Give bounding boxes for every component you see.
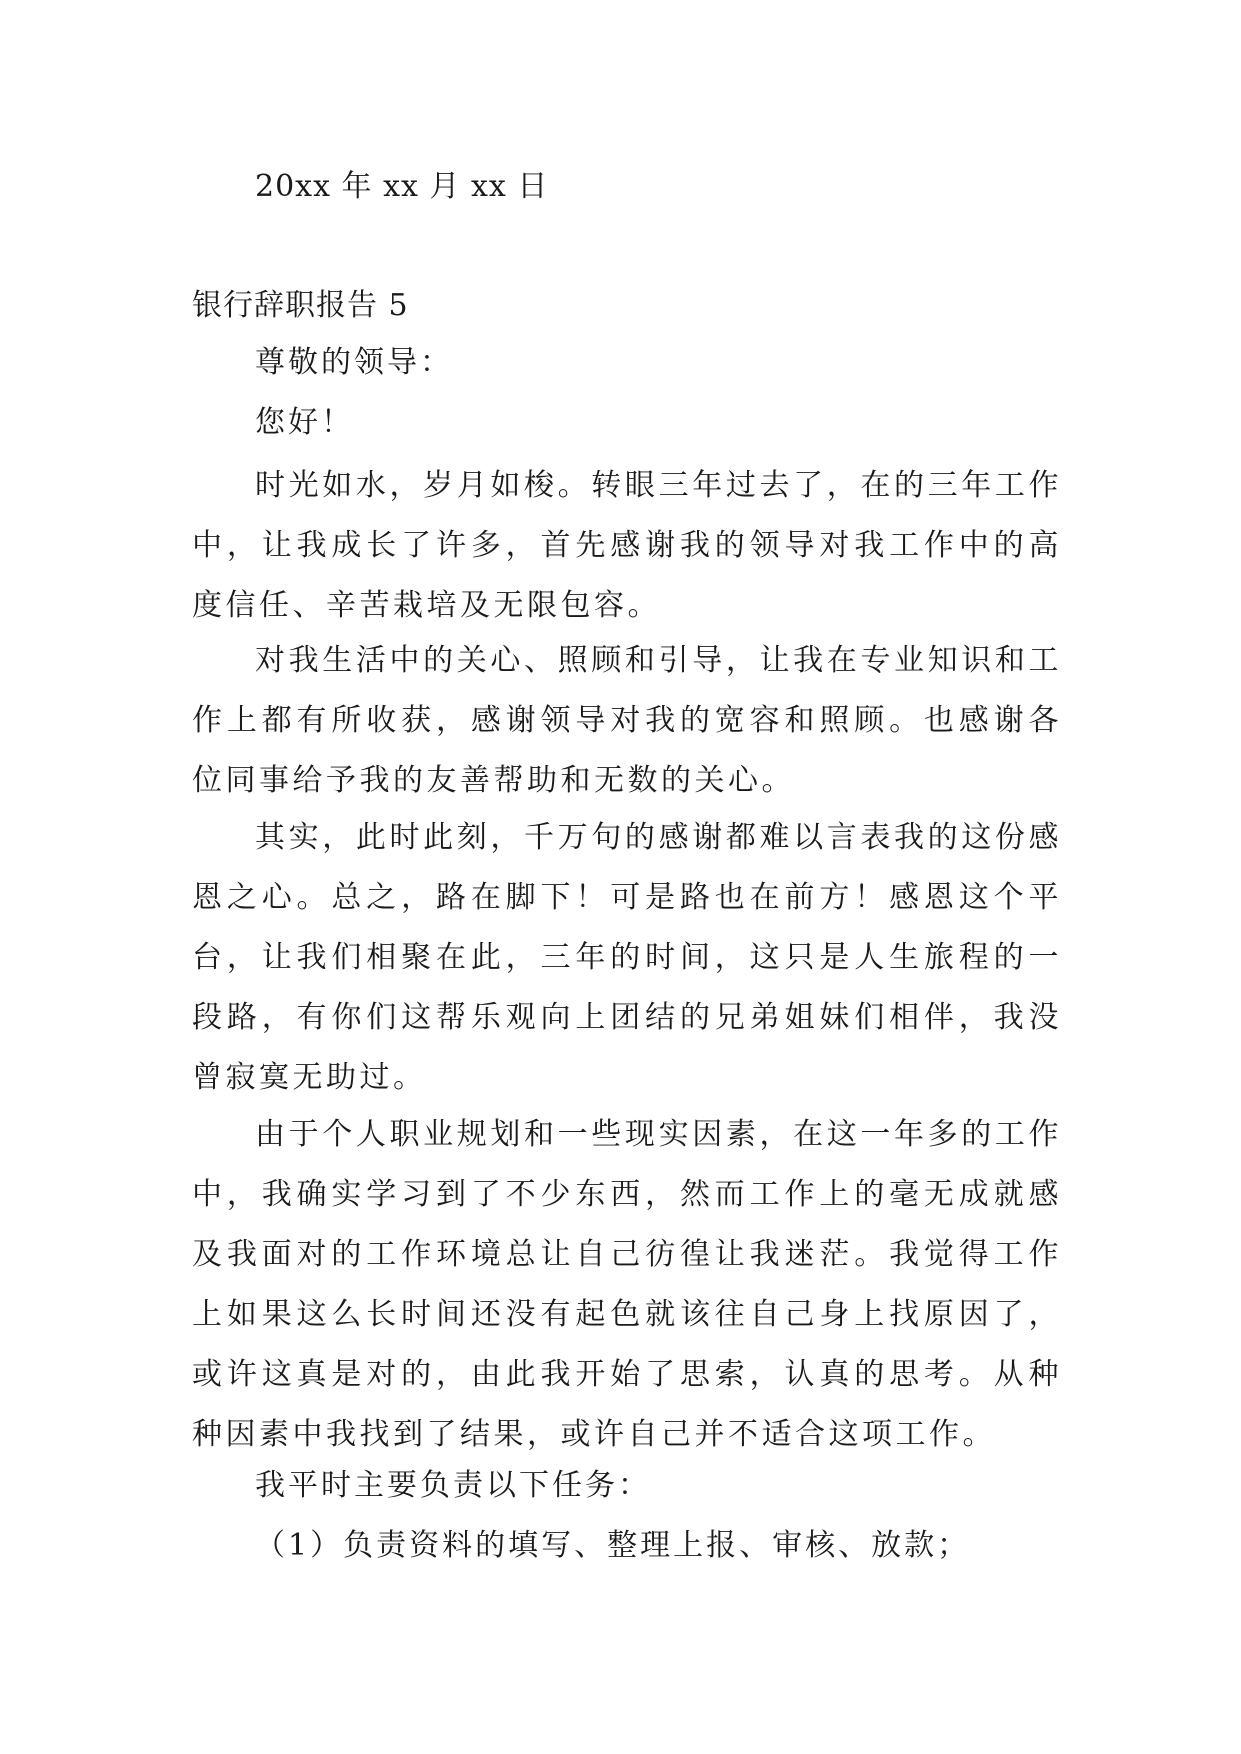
tasks-intro: 我平时主要负责以下任务： [255,1468,651,1503]
salutation: 尊敬的领导： [255,345,453,380]
document-date: 20xx 年 xx 月 xx 日 [255,169,549,204]
paragraph: 时光如水，岁月如梭。转眼三年过去了，在的三年工作中，让我成长了许多，首先感谢我的领导对我工作中的高度信任、辛苦栽培及无限包容。 [192,468,1062,623]
document-title: 银行辞职报告 5 [192,288,409,323]
paragraph: 对我生活中的关心、照顾和引导，让我在专业知识和工作上都有所收获，感谢领导对我的宽容和照顾。也感谢各位同事给予我的友善帮助和无数的关心。 [192,643,1062,798]
paragraph: 由于个人职业规划和一些现实因素，在这一年多的工作中，我确实学习到了不少东西，然而工作上的毫无成就感及我面对的工作环境总让自己彷徨让我迷茫。我觉得工作上如果这么长时间还没有起色就该往自己身上找原因了，或许这真是对的，由此我开始了思索，认真的思考。从种种因素中我找到了结果，或许自己并不适合这项工作。 [192,1117,1062,1452]
task-item: （1）负责资料的填写、整理上报、审核、放款； [255,1528,971,1563]
paragraph: 其实，此时此刻，千万句的感谢都难以言表我的这份感恩之心。总之，路在脚下！可是路也在前方！感恩这个平台，让我们相聚在此，三年的时间，这只是人生旅程的一段路，有你们这帮乐观向上团结的兄弟姐妹们相伴，我没曾寂寞无助过。 [192,820,1062,1095]
greeting: 您好！ [255,405,354,440]
